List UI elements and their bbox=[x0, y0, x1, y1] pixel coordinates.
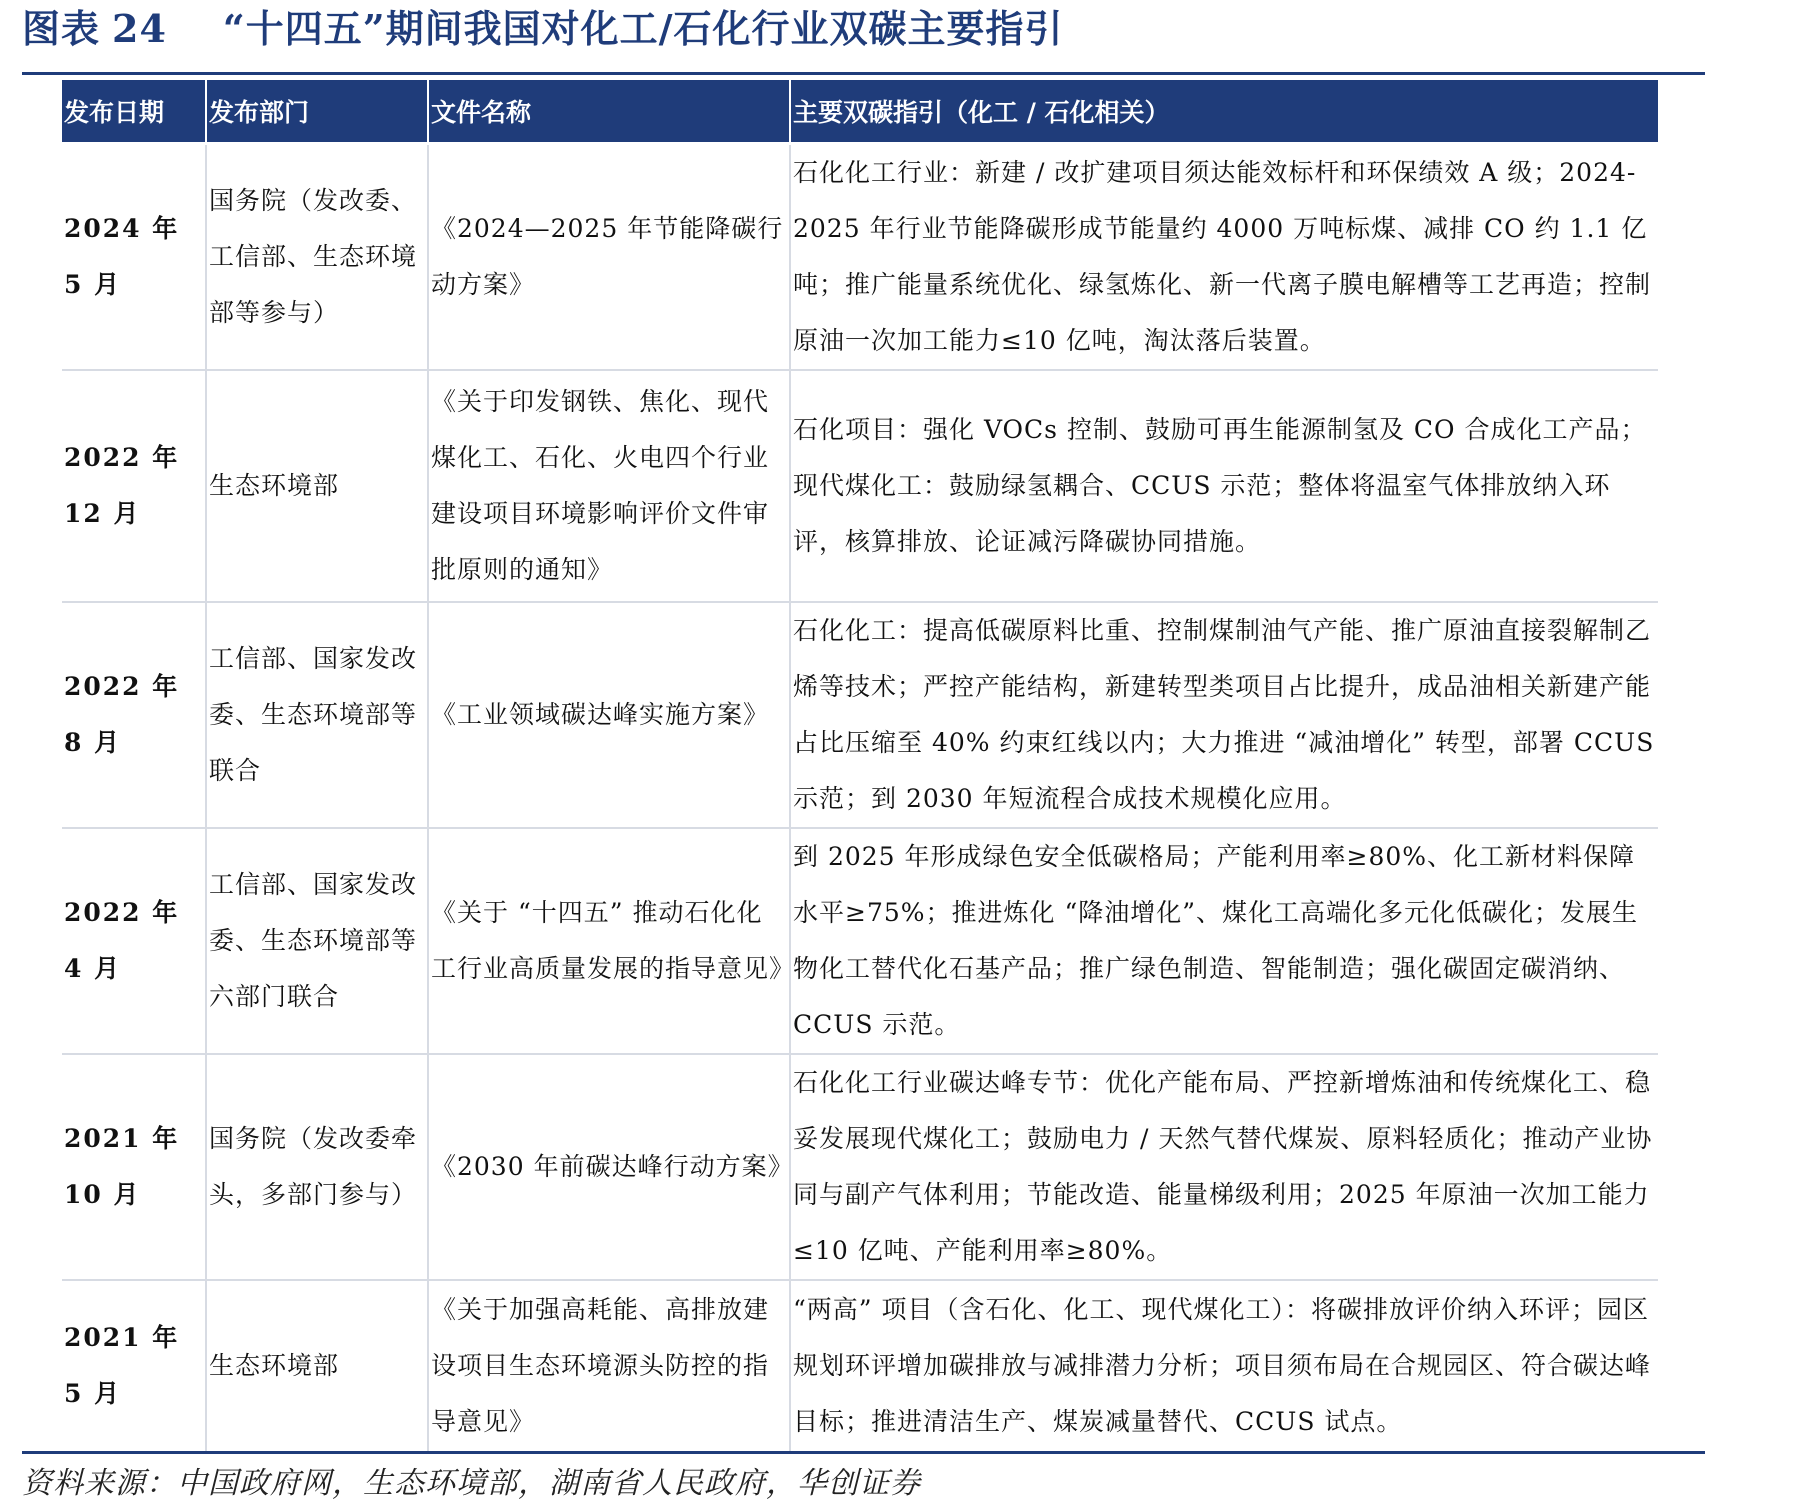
row-doc: 《关于 “十四五” 推动石化化工行业高质量发展的指导意见》 bbox=[428, 828, 790, 1054]
table-row bbox=[62, 370, 1658, 602]
table-row bbox=[62, 828, 1658, 1054]
row-guide: 石化化工：提高低碳原料比重、控制煤制油气产能、推广原油直接裂解制乙烯等技术；严控产能结构，新建转型类项目占比提升，成品油相关新建产能占比压缩至 40% 约束红线以内；大力推进 “减油增化” 转型，部署 CCUS 示范；到 2030 年短流程合成技术规模化应用。 bbox=[790, 602, 1658, 828]
figure-caption: “十四五”期间我国对化工/石化行业双碳主要指引 bbox=[222, 6, 1064, 51]
figure-label: 图表 bbox=[22, 6, 101, 51]
row-dept: 工信部、国家发改委、生态环境部等六部门联合 bbox=[206, 828, 428, 1054]
table-row bbox=[62, 145, 1658, 370]
table-row bbox=[62, 1054, 1658, 1280]
row-guide: “两高” 项目（含石化、化工、现代煤化工）：将碳排放评价纳入环评；园区规划环评增加碳排放与减排潜力分析；项目须布局在合规园区、符合碳达峰目标；推进清洁生产、煤炭减量替代、CCUS 试点。 bbox=[790, 1280, 1658, 1452]
row-dept: 生态环境部 bbox=[206, 1280, 428, 1452]
figure-number: 24 bbox=[112, 6, 167, 51]
source-note: 资料来源：中国政府网，生态环境部，湖南省人民政府，华创证券 bbox=[22, 1466, 921, 1501]
row-doc: 《工业领域碳达峰实施方案》 bbox=[428, 602, 790, 828]
row-guide: 石化化工行业碳达峰专节：优化产能布局、严控新增炼油和传统煤化工、稳妥发展现代煤化工；鼓励电力 / 天然气替代煤炭、原料轻质化；推动产业协同与副产气体利用；节能改造、能量梯级利用；2025 年原油一次加工能力≤10 亿吨、产能利用率≥80%。 bbox=[790, 1054, 1658, 1280]
row-dept: 国务院（发改委牵头，多部门参与） bbox=[206, 1054, 428, 1280]
top-rule bbox=[22, 72, 1705, 75]
row-dept: 工信部、国家发改委、生态环境部等联合 bbox=[206, 602, 428, 828]
row-dept: 生态环境部 bbox=[206, 370, 428, 602]
row-date: 2022 年 12 月 bbox=[62, 370, 206, 602]
row-date: 2021 年 5 月 bbox=[62, 1280, 206, 1452]
policy-table-container bbox=[62, 80, 1658, 1453]
header-guide: 主要双碳指引（化工 / 石化相关） bbox=[790, 80, 1658, 142]
row-date: 2021 年 10 月 bbox=[62, 1054, 206, 1280]
header-dept: 发布部门 bbox=[206, 80, 428, 142]
table-header-row bbox=[62, 80, 1658, 142]
row-guide: 石化化工行业：新建 / 改扩建项目须达能效标杆和环保绩效 A 级；2024-2025 年行业节能降碳形成节能量约 4000 万吨标煤、减排 CO 约 1.1 亿吨；推广能量系统优化、绿氢炼化、新一代离子膜电解槽等工艺再造；控制原油一次加工能力≤10 亿吨，淘汰落后装置。 bbox=[790, 145, 1658, 370]
table-row bbox=[62, 1280, 1658, 1452]
header-doc: 文件名称 bbox=[428, 80, 790, 142]
row-dept: 国务院（发改委、工信部、生态环境部等参与） bbox=[206, 145, 428, 370]
row-doc: 《关于加强高耗能、高排放建设项目生态环境源头防控的指导意见》 bbox=[428, 1280, 790, 1452]
row-date: 2024 年 5 月 bbox=[62, 145, 206, 370]
figure-title bbox=[22, 0, 1064, 66]
bottom-rule bbox=[22, 1451, 1705, 1454]
row-date: 2022 年 8 月 bbox=[62, 602, 206, 828]
row-doc: 《2030 年前碳达峰行动方案》 bbox=[428, 1054, 790, 1280]
header-date: 发布日期 bbox=[62, 80, 206, 142]
table-row bbox=[62, 602, 1658, 828]
row-date: 2022 年 4 月 bbox=[62, 828, 206, 1054]
row-doc: 《2024—2025 年节能降碳行动方案》 bbox=[428, 145, 790, 370]
row-doc: 《关于印发钢铁、焦化、现代煤化工、石化、火电四个行业建设项目环境影响评价文件审批原则的通知》 bbox=[428, 370, 790, 602]
row-guide: 石化项目：强化 VOCs 控制、鼓励可再生能源制氢及 CO 合成化工产品；现代煤化工：鼓励绿氢耦合、CCUS 示范；整体将温室气体排放纳入环评，核算排放、论证减污降碳协同措施。 bbox=[790, 370, 1658, 602]
row-guide: 到 2025 年形成绿色安全低碳格局；产能利用率≥80%、化工新材料保障水平≥75%；推进炼化 “降油增化”、煤化工高端化多元化低碳化；发展生物化工替代化石基产品；推广绿色制造、智能制造；强化碳固定碳消纳、CCUS 示范。 bbox=[790, 828, 1658, 1054]
policy-table bbox=[62, 80, 1658, 1453]
